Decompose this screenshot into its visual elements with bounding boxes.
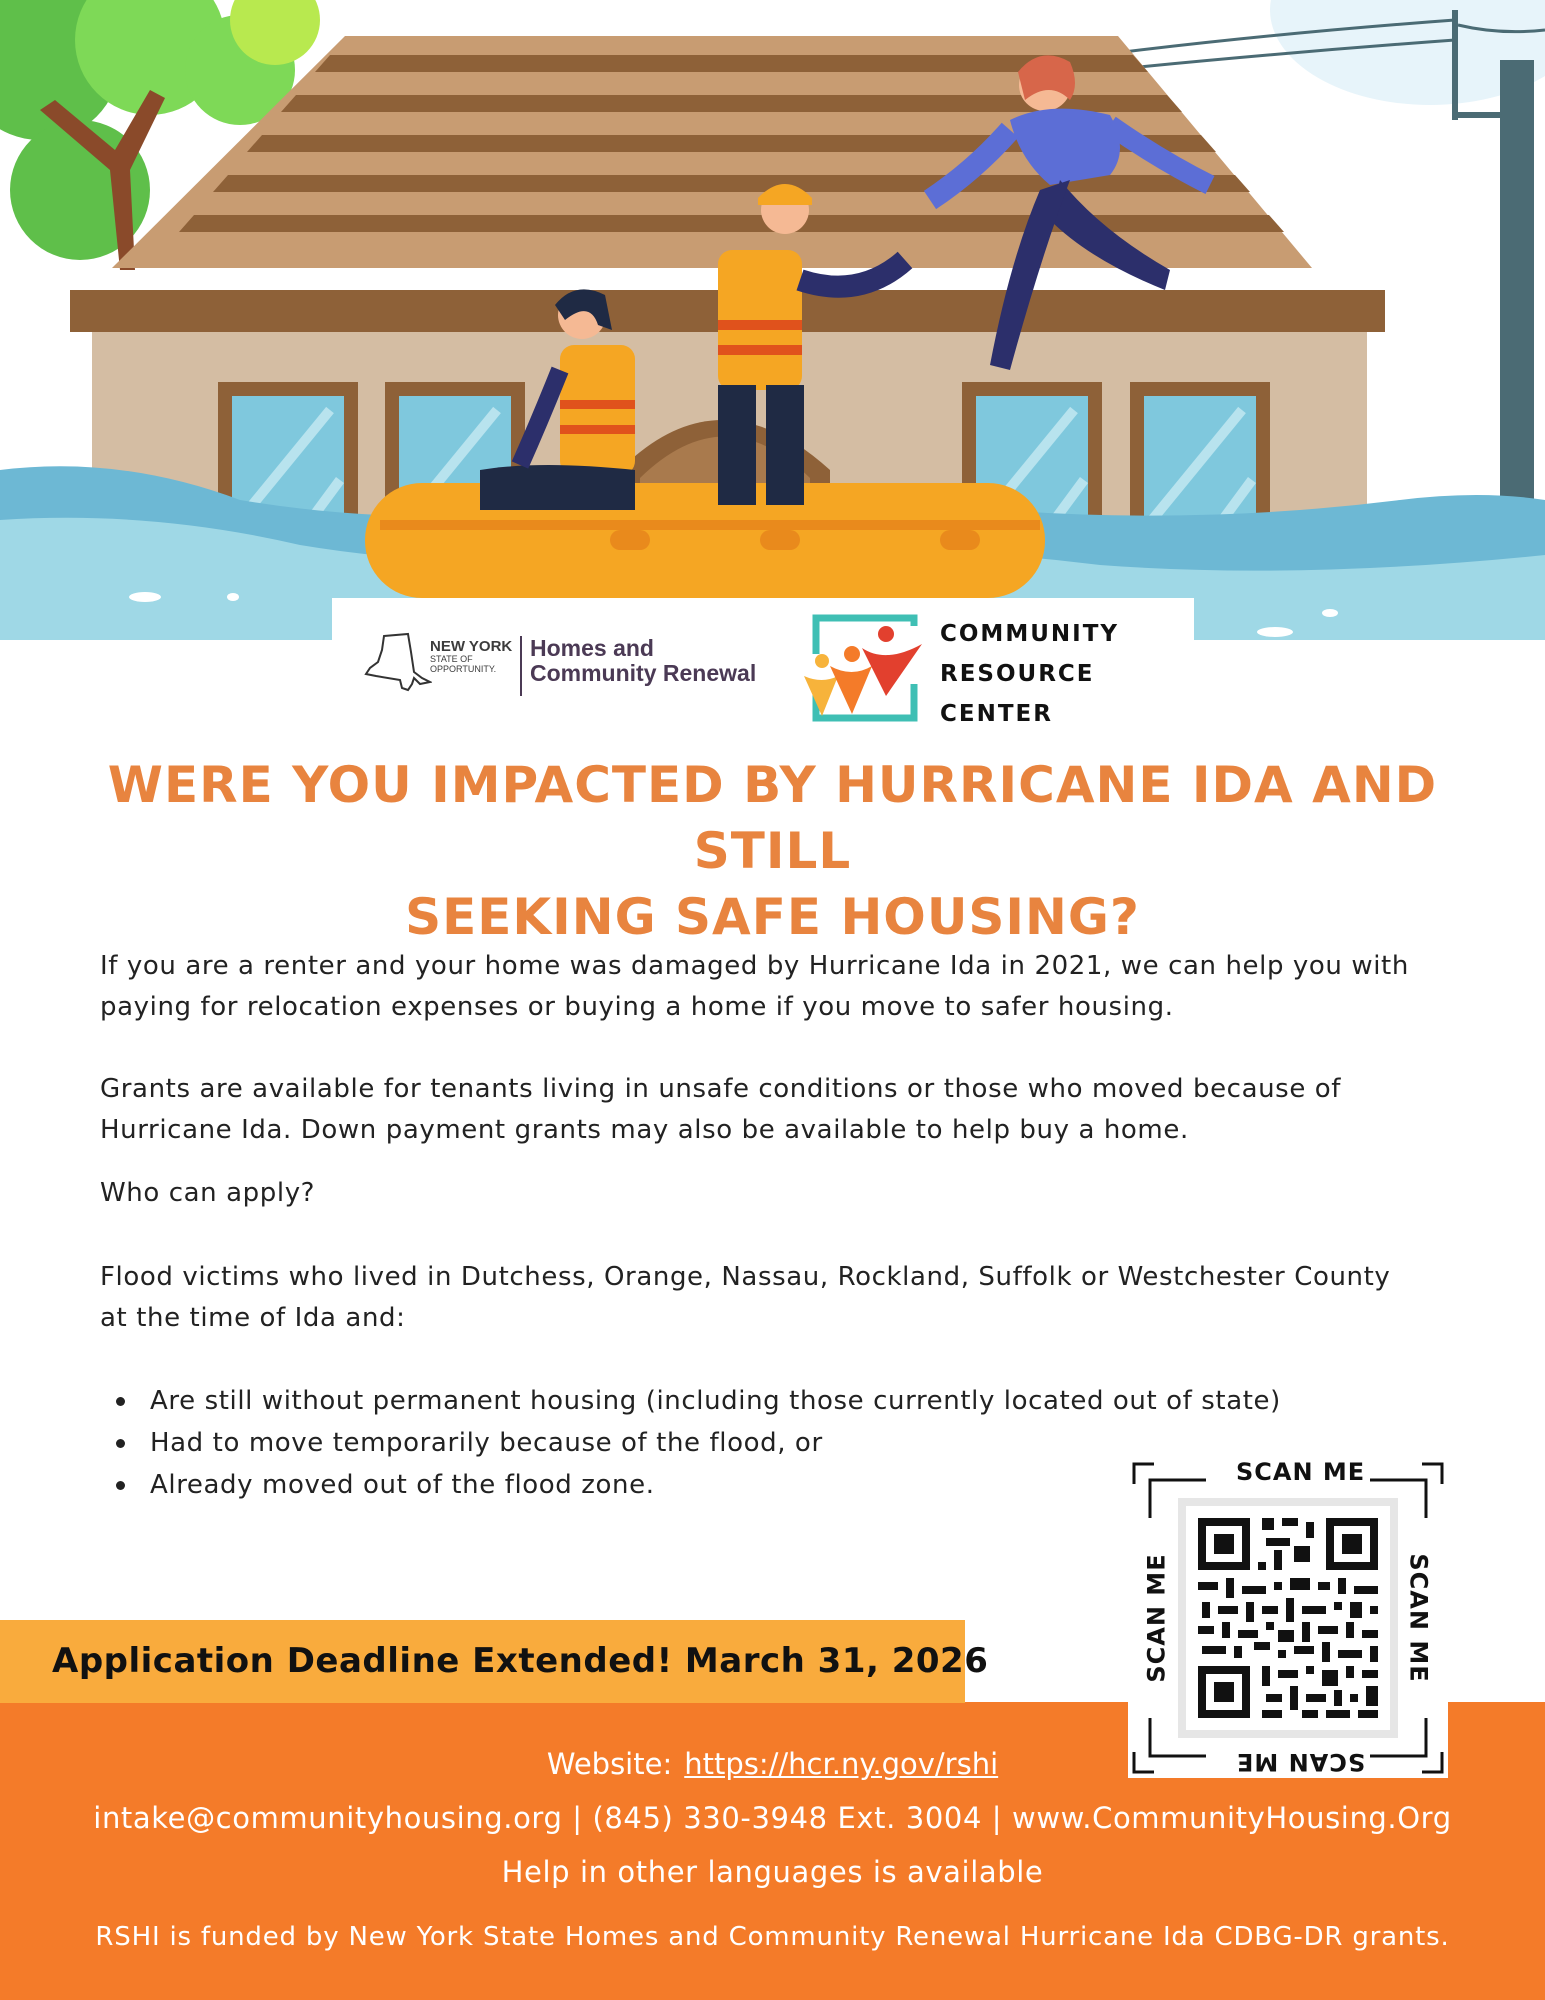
nys-logo-text xyxy=(430,640,512,674)
nys-line2: STATE OF xyxy=(430,654,473,664)
intro-line2: paying for relocation expenses or buying a home if you move to safer housing. xyxy=(100,992,1174,1022)
scan-me-top: SCAN ME xyxy=(1236,1458,1366,1486)
nys-line1: NEW YORK xyxy=(430,638,513,655)
headline-line2: SEEKING SAFE HOUSING? xyxy=(405,888,1140,946)
hcr-line2: Community Renewal xyxy=(530,660,757,686)
list-item: Already moved out of the flood zone. xyxy=(100,1464,1400,1506)
crc-line3: CENTER xyxy=(940,701,1053,727)
grants-line1: Grants are available for tenants living in unsafe conditions or those who moved because of xyxy=(100,1074,1342,1104)
qr-code-icon xyxy=(1178,1498,1398,1738)
crc-line1: COMMUNITY xyxy=(940,621,1120,647)
languages-line: Help in other languages is available xyxy=(501,1855,1044,1889)
grants-paragraph xyxy=(100,1069,1500,1151)
crc-line2: RESOURCE xyxy=(940,661,1095,687)
list-item: Are still without permanent housing (including those currently located out of state) xyxy=(100,1380,1400,1422)
website-link[interactable]: https://hcr.ny.gov/rshi xyxy=(684,1747,999,1781)
eligibility-line2: at the time of Ida and: xyxy=(100,1303,406,1333)
scan-me-bottom: SCAN ME xyxy=(1236,1748,1366,1776)
headline xyxy=(40,752,1505,950)
scan-me-left: SCAN ME xyxy=(1142,1553,1171,1683)
eligibility-line1: Flood victims who lived in Dutchess, Orange, Nassau, Rockland, Suffolk or Westchester County xyxy=(100,1262,1391,1292)
community-resource-center-logo-icon xyxy=(802,614,932,722)
hcr-line1: Homes and xyxy=(530,635,654,661)
hcr-logo-text xyxy=(530,636,756,686)
headline-line1: WERE YOU IMPACTED BY HURRICANE IDA AND STILL xyxy=(107,756,1438,880)
hero-illustration xyxy=(0,0,1545,640)
deadline-text: Application Deadline Extended! March 31, 2026 xyxy=(52,1641,989,1681)
contact-line[interactable]: intake@communityhousing.org | (845) 330-3948 Ext. 3004 | www.CommunityHousing.Org xyxy=(93,1801,1452,1835)
list-item: Had to move temporarily because of the flood, or xyxy=(100,1422,1400,1464)
funding-line: RSHI is funded by New York State Homes and Community Renewal Hurricane Ida CDBG-DR grants. xyxy=(95,1922,1450,1952)
eligibility-paragraph xyxy=(100,1257,1500,1339)
rescue-boat-icon xyxy=(365,483,1045,598)
deadline-banner xyxy=(0,1620,989,1703)
intro-paragraph xyxy=(100,946,1500,1028)
nys-line3: OPPORTUNITY. xyxy=(430,664,497,674)
scan-me-right: SCAN ME xyxy=(1404,1553,1433,1683)
logo-divider xyxy=(520,636,522,696)
intro-line1: If you are a renter and your home was damaged by Hurricane Ida in 2021, we can help you with xyxy=(100,951,1409,981)
website-label: Website: xyxy=(546,1747,673,1781)
new-york-state-outline-icon xyxy=(364,632,432,694)
grants-line2: Hurricane Ida. Down payment grants may also be available to help buy a home. xyxy=(100,1115,1189,1145)
qr-frame[interactable] xyxy=(1128,1458,1448,1778)
who-can-apply-heading: Who can apply? xyxy=(100,1178,316,1208)
crc-logo-text xyxy=(940,614,1119,734)
logo-band xyxy=(332,598,1194,728)
